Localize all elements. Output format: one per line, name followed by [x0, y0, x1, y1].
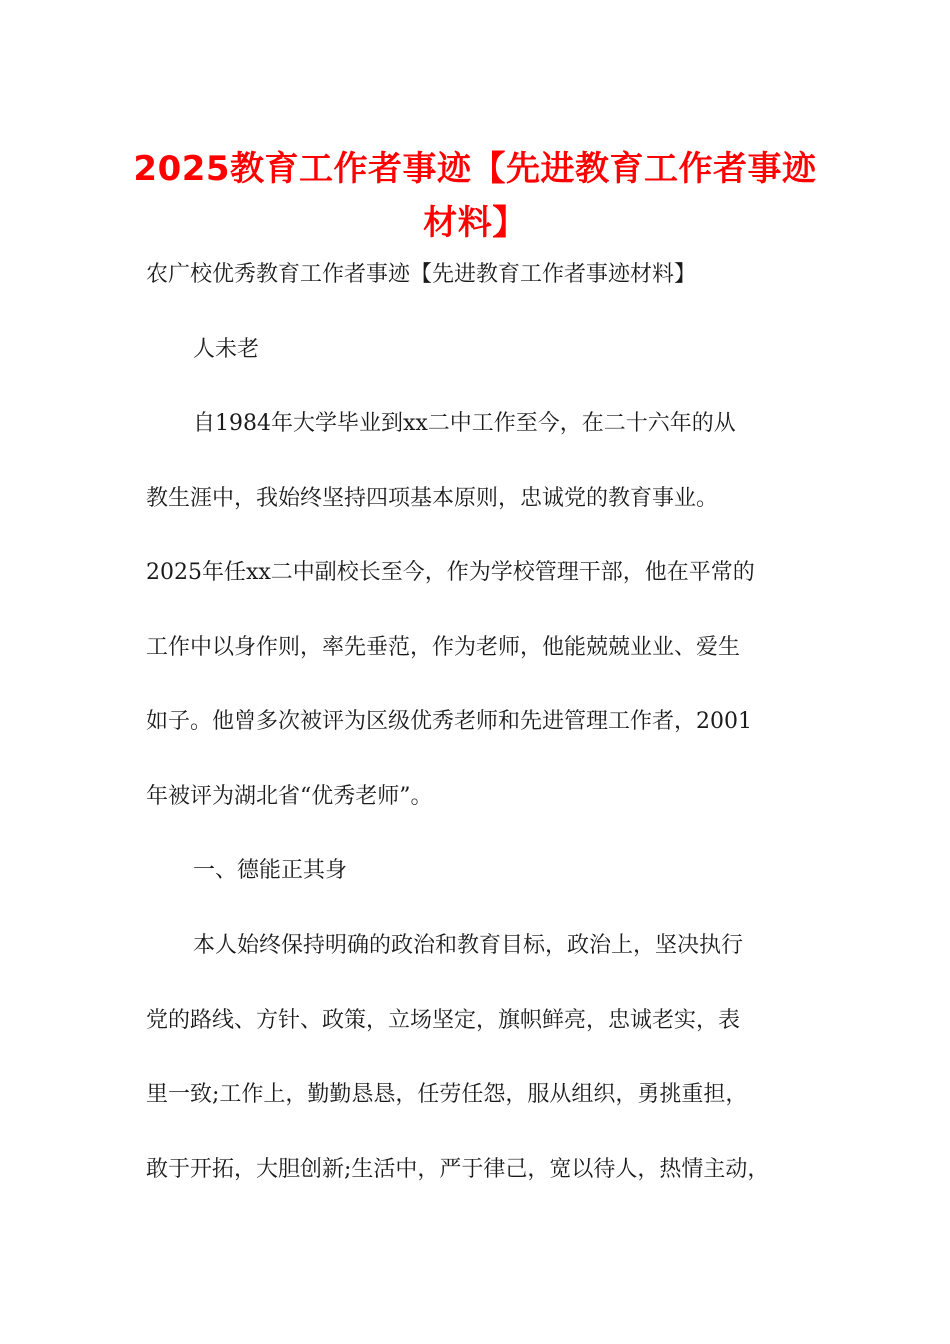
- paragraph-heading: 人未老: [193, 337, 260, 362]
- paragraph-line: 里一致;工作上，勤勤恳恳，任劳任怨，服从组织，勇挑重担，: [146, 1082, 748, 1107]
- section-heading: 一、德能正其身: [193, 858, 348, 883]
- document-title: [120, 142, 830, 250]
- title-line-1: 2025教育工作者事迹【先进教育工作者事迹: [133, 149, 817, 189]
- paragraph-line: 党的路线、方针、政策，立场坚定，旗帜鲜亮，忠诚老实，表: [146, 1008, 741, 1033]
- paragraph-line: 如子。他曾多次被评为区级优秀老师和先进管理工作者，2001: [146, 709, 752, 734]
- paragraph-line: 教生涯中，我始终坚持四项基本原则，忠诚党的教育事业。: [146, 486, 719, 511]
- paragraph-line: 年被评为湖北省“优秀老师”。: [146, 784, 433, 809]
- subtitle-line: 农广校优秀教育工作者事迹【先进教育工作者事迹材料】: [146, 262, 697, 287]
- title-line-2: 材料】: [423, 203, 527, 243]
- paragraph-line: 2025年任xx二中副校长至今，作为学校管理干部，他在平常的: [146, 560, 755, 585]
- paragraph-line: 工作中以身作则，率先垂范，作为老师，他能兢兢业业、爱生: [146, 635, 741, 660]
- paragraph-line: 本人始终保持明确的政治和教育目标，政治上，坚决执行: [193, 933, 744, 958]
- paragraph-line: 敢于开拓，大胆创新;生活中，严于律己，宽以待人，热情主动，: [146, 1157, 770, 1182]
- paragraph-line: 自1984年大学毕业到xx二中工作至今，在二十六年的从: [193, 411, 736, 436]
